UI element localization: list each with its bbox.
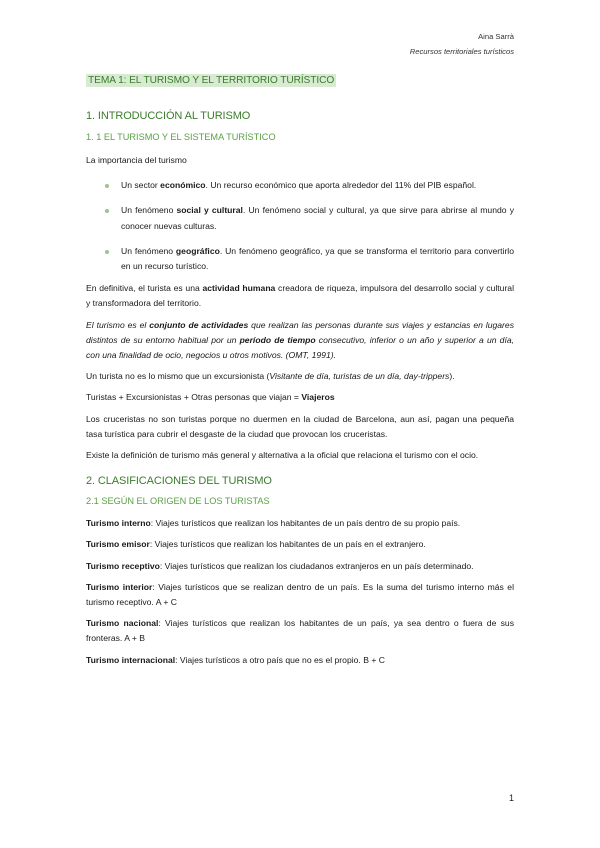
definitive-paragraph: En definitiva, el turista es una actividad humana creadora de riqueza, impulsora del desarrollo social y cultural y transformadora del territorio. (86, 283, 515, 309)
classification-item: Turismo nacional: Viajes turísticos que realizan los habitantes de un país, ya sea dentro o fuera de sus fronteras. A + B (86, 618, 514, 644)
alternative-definition-paragraph: Existe la definición de turismo más general y alternativa a la oficial que relaciona el turismo con el ocio. (86, 450, 479, 461)
classification-item: Turismo receptivo: Viajes turísticos que realizan los ciudadanos extranjeros en un país determinado. (86, 560, 474, 571)
page-content (86, 70, 514, 668)
excursionist-paragraph: Un turista no es lo mismo que un excursionista (Visitante de día, turistas de un día, day-trippers). (86, 371, 455, 382)
header-author: Aina Sarrà (478, 32, 514, 41)
classification-item: Turismo interior: Viajes turísticos que se realizan dentro de un país. Es la suma del turismo interno más el turismo receptivo. A + C (86, 581, 515, 608)
list-item: Un sector económico. Un recurso económico que aporta alrededor del 11% del PIB español. (86, 178, 514, 193)
importance-list (86, 178, 514, 274)
bullet-icon (105, 184, 109, 188)
subsection-2-1-heading: 2.1 SEGÚN EL ORIGEN DE LOS TURISTAS (86, 496, 270, 507)
bullet-icon (105, 250, 109, 254)
header-subtitle: Recursos territoriales turísticos (409, 47, 514, 56)
importance-lead: La importancia del turismo (86, 155, 187, 165)
topic-title: TEMA 1: EL TURISMO Y EL TERRITORIO TURÍSTICO (88, 75, 335, 86)
classification-item: Turismo internacional: Viajes turísticos a otro país que no es el propio. B + C (86, 654, 385, 665)
list-item: Un fenómeno social y cultural. Un fenómeno social y cultural, ya que sirve para abrirse al mundo y conocer nuevas culturas. (86, 203, 514, 233)
classification-item: Turismo emisor: Viajes turísticos que realizan los habitantes de un país en el extranjero. (86, 539, 426, 550)
classification-item: Turismo interno: Viajes turísticos que realizan los habitantes de un país dentro de su propio país. (86, 518, 461, 529)
section-1-heading: 1. INTRODUCCIÓN AL TURISMO (86, 110, 251, 122)
travelers-equation: Turistas + Excursionistas + Otras personas que viajan = Viajeros (86, 392, 335, 403)
bullet-icon (105, 209, 109, 213)
subsection-1-1-heading: 1. 1 EL TURISMO Y EL SISTEMA TURÍSTICO (86, 132, 276, 142)
tourism-definition: El turismo es el conjunto de actividades que realizan las personas durante sus viajes y estancias en lugares distintos de su entorno habitual por un período de tiempo consecutivo, inferior o un año y superior a un día, con una finalidad de ocio, negocios u otros motivos. (OMT, 1991). (86, 319, 515, 361)
list-item: Un fenómeno geográfico. Un fenómeno geográfico, ya que se transforma el territorio para convertirlo en un recurso turístico. (86, 244, 514, 274)
section-2-heading: 2. CLASIFICACIONES DEL TURISMO (86, 475, 272, 488)
cruise-paragraph: Los cruceristas no son turistas porque no duermen en la ciudad de Barcelona, aun así, pagan una pequeña tasa turística para cubrir el desgaste de la ciudad que provocan los cruceristas. (86, 413, 514, 439)
page-number: 1 (509, 793, 515, 803)
